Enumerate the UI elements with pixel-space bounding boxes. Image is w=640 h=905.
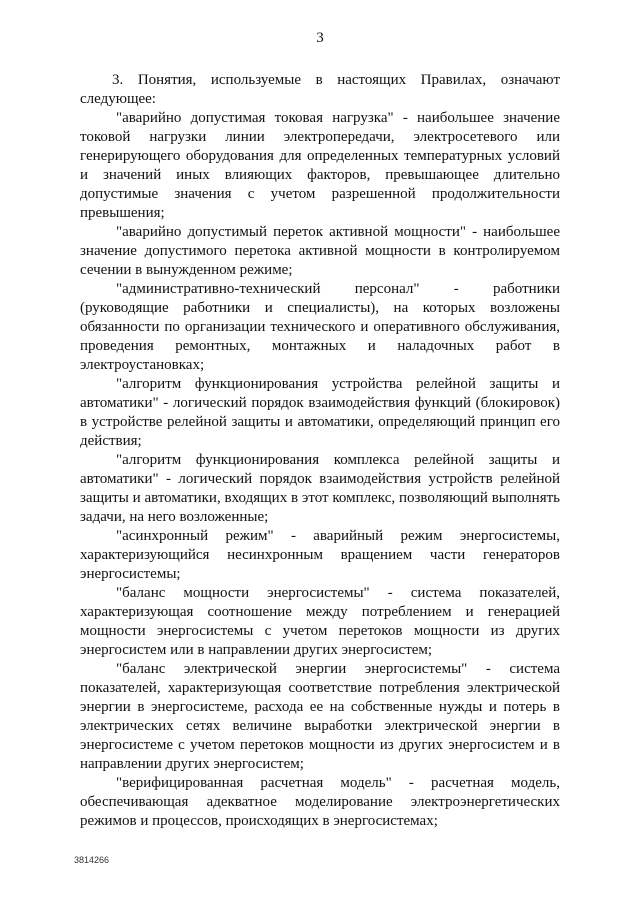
paragraph-definition: "аварийно допустимая токовая нагрузка" - наибольшее значение токовой нагрузки линии электропередачи, электросетевого или генерирующего оборудования для определенных температурных условий и значений иных влияющих факторов, превышающее длительно допустимые значения с учетом разрешенной продолжительности превышения; bbox=[80, 110, 560, 221]
paragraph-definition: "баланс электрической энергии энергосистемы" - система показателей, характеризующая соответствие потребления электрической энергии в энергосистеме, расхода ее на собственные нужды и потерь в электрических сетях величине выработки электрической энергии в энергосистеме с учетом перетоков мощности из других энергосистем и в направлении других энергосистем; bbox=[80, 661, 560, 772]
paragraph-definition: "асинхронный режим" - аварийный режим энергосистемы, характеризующийся несинхронным вращением части генераторов энергосистемы; bbox=[80, 528, 560, 582]
page-number: 3 bbox=[316, 30, 324, 46]
paragraph-definition: "верифицированная расчетная модель" - расчетная модель, обеспечивающая адекватное моделирование электроэнергетических режимов и процессов, происходящих в энергосистемах; bbox=[80, 775, 560, 829]
document-body bbox=[80, 71, 560, 831]
paragraph-definition: "административно-технический персонал" - работники (руководящие работники и специалисты), на которых возложены обязанности по организации технического и оперативного обслуживания, проведения ремонтных, монтажных и наладочных работ в электроустановках; bbox=[80, 281, 560, 373]
paragraph-definition: "алгоритм функционирования устройства релейной защиты и автоматики" - логический порядок взаимодействия функций (блокировок) в устройстве релейной защиты и автоматики, определяющий принцип его действия; bbox=[80, 376, 560, 449]
paragraph-definition: "баланс мощности энергосистемы" - система показателей, характеризующая соотношение между потреблением и генерацией мощности энергосистемы с учетом перетоков мощности из других энергосистем или в направлении других энергосистем; bbox=[80, 585, 560, 658]
paragraph-definition: "аварийно допустимый переток активной мощности" - наибольшее значение допустимого перетока активной мощности в контролируемом сечении в вынужденном режиме; bbox=[80, 224, 560, 278]
document-code: 3814266 bbox=[74, 855, 110, 865]
paragraph-intro: 3. Понятия, используемые в настоящих Правилах, означают следующее: bbox=[80, 72, 560, 107]
paragraph-definition: "алгоритм функционирования комплекса релейной защиты и автоматики" - логический порядок взаимодействия устройств релейной защиты и автоматики, входящих в этот комплекс, позволяющий выполнять задачи, на него возложенные; bbox=[80, 452, 560, 525]
